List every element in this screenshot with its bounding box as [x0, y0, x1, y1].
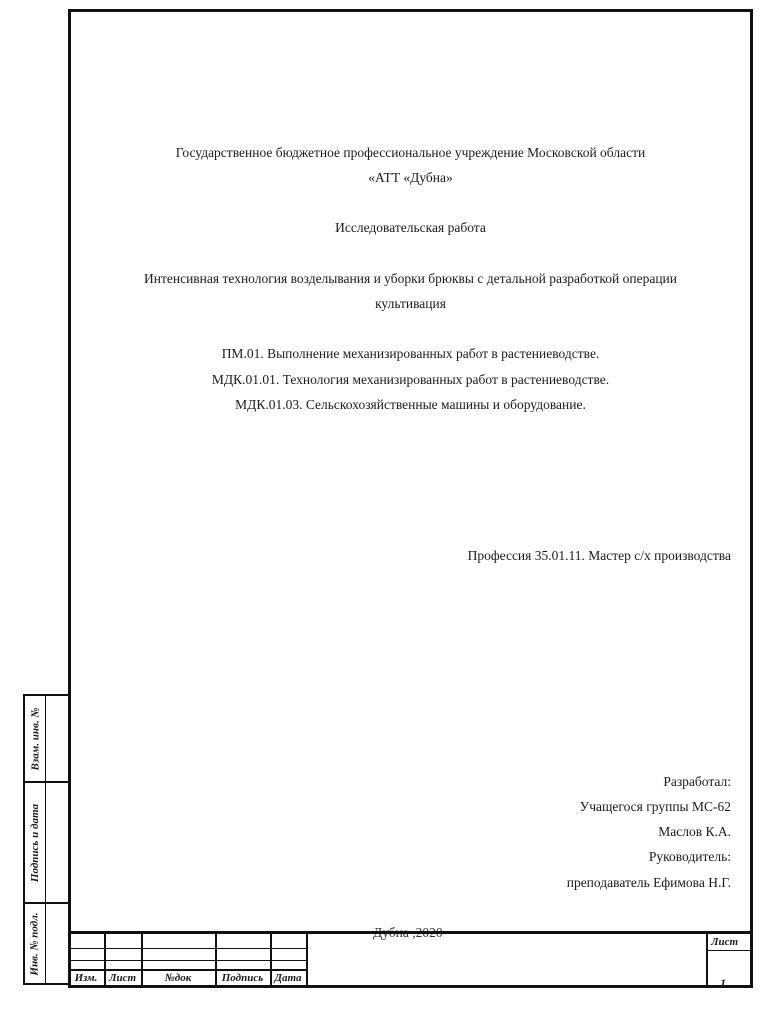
- topic-line-2: культивация: [375, 296, 446, 311]
- city-year: Дубна ,2020: [373, 925, 443, 940]
- side-stamp-inventory-label: Инв. № подл.: [29, 912, 41, 976]
- institution-line-1: Государственное бюджетное профессиональное учреждение Московской области: [175, 145, 646, 160]
- col-izm-label: Изм.: [74, 972, 98, 984]
- institution-line-2: «АТТ «Дубна»: [368, 170, 453, 185]
- developed-label: Разработал:: [663, 774, 731, 789]
- col-date-label: Дата: [274, 972, 302, 984]
- module-mdk0103: МДК.01.03. Сельскохозяйственные машины и оборудование.: [235, 397, 586, 412]
- side-stamp-replacement-label: Взам. инв. №: [29, 707, 41, 770]
- side-stamp-signature-label: Подпись и дата: [29, 803, 41, 882]
- module-mdk0101: МДК.01.01. Технология механизированных работ в растениеводстве.: [211, 372, 610, 387]
- col-signature-label: Подпись: [221, 972, 264, 984]
- sheet-label: Лист: [711, 936, 739, 948]
- title-block: [68, 931, 750, 990]
- work-type: Исследовательская работа: [335, 220, 486, 235]
- side-stamp: [23, 694, 68, 985]
- topic-line-1: Интенсивная технология возделывания и уборки брюквы с детальной разработкой операции: [144, 271, 677, 286]
- col-list-label: Лист: [108, 972, 137, 984]
- student-name: Маслов К.А.: [658, 824, 731, 839]
- supervisor-label: Руководитель:: [648, 849, 731, 864]
- col-ndok-label: №док: [164, 972, 192, 984]
- supervisor-name: преподаватель Ефимова Н.Г.: [566, 875, 731, 890]
- profession: Профессия 35.01.11. Мастер с/х производства: [467, 548, 731, 563]
- student-group: Учащегося группы МС-62: [579, 799, 731, 814]
- sheet-number: 1: [720, 976, 726, 990]
- module-pm01: ПМ.01. Выполнение механизированных работ в растениеводстве.: [221, 346, 600, 361]
